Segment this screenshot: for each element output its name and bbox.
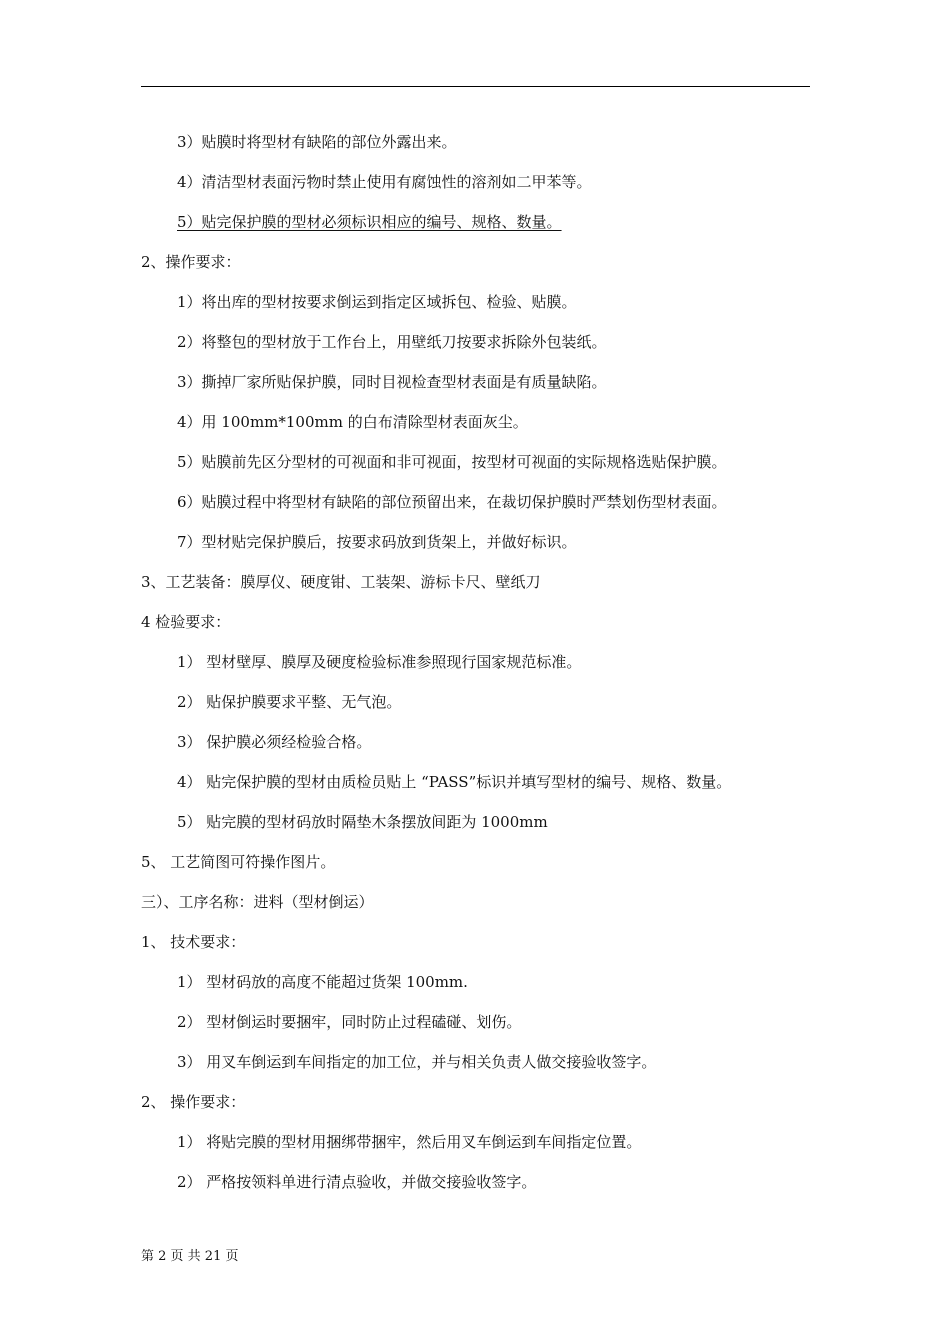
text-line: 3）撕掉厂家所贴保护膜，同时目视检查型材表面是有质量缺陷。	[177, 373, 607, 391]
text-line: 4） 贴完保护膜的型材由质检员贴上 “PASS”标识并填写型材的编号、规格、数量。	[177, 773, 732, 791]
text-line: 3） 用叉车倒运到车间指定的加工位，并与相关负责人做交接验收签字。	[177, 1053, 657, 1071]
text-line: 1）将出库的型材按要求倒运到指定区域拆包、检验、贴膜。	[177, 293, 577, 311]
text-line: 7）型材贴完保护膜后，按要求码放到货架上，并做好标识。	[177, 533, 577, 551]
text-line: 2）将整包的型材放于工作台上，用壁纸刀按要求拆除外包装纸。	[177, 333, 607, 351]
text-line: 3） 保护膜必须经检验合格。	[177, 733, 372, 751]
text-line: 1） 型材码放的高度不能超过货架 100mm.	[177, 973, 468, 991]
text-line: 6）贴膜过程中将型材有缺陷的部位预留出来，在裁切保护膜时严禁划伤型材表面。	[177, 493, 727, 511]
section-heading: 3、工艺装备：膜厚仪、硬度钳、工装架、游标卡尺、壁纸刀	[141, 573, 541, 591]
text-line: 2） 型材倒运时要捆牢，同时防止过程磕碰、划伤。	[177, 1013, 522, 1031]
section-heading: 5、 工艺简图可符操作图片。	[141, 853, 336, 871]
text-line: 2） 严格按领料单进行清点验收，并做交接验收签字。	[177, 1173, 537, 1191]
text-line: 2） 贴保护膜要求平整、无气泡。	[177, 693, 402, 711]
text-line: 4）清洁型材表面污物时禁止使用有腐蚀性的溶剂如二甲苯等。	[177, 173, 592, 191]
section-heading: 4 检验要求：	[141, 613, 231, 631]
section-heading: 2、 操作要求：	[141, 1093, 246, 1111]
section-heading: 三）、工序名称：进料（型材倒运）	[141, 893, 374, 911]
text-line: 1） 将贴完膜的型材用捆绑带捆牢，然后用叉车倒运到车间指定位置。	[177, 1133, 642, 1151]
text-line: 5）贴完保护膜的型材必须标识相应的编号、规格、数量。	[177, 213, 562, 231]
text-line: 4）用 100mm*100mm 的白布清除型材表面灰尘。	[177, 413, 528, 431]
page-footer: 第 2 页 共 21 页	[141, 1249, 239, 1264]
section-heading: 1、 技术要求：	[141, 933, 246, 951]
text-line: 5）贴膜前先区分型材的可视面和非可视面，按型材可视面的实际规格选贴保护膜。	[177, 453, 727, 471]
text-line: 1） 型材壁厚、膜厚及硬度检验标准参照现行国家规范标准。	[177, 653, 582, 671]
text-line: 3）贴膜时将型材有缺陷的部位外露出来。	[177, 133, 457, 151]
section-heading: 2、操作要求：	[141, 253, 241, 271]
text-line: 5） 贴完膜的型材码放时隔垫木条摆放间距为 1000mm	[177, 813, 548, 831]
header-rule	[141, 86, 810, 87]
